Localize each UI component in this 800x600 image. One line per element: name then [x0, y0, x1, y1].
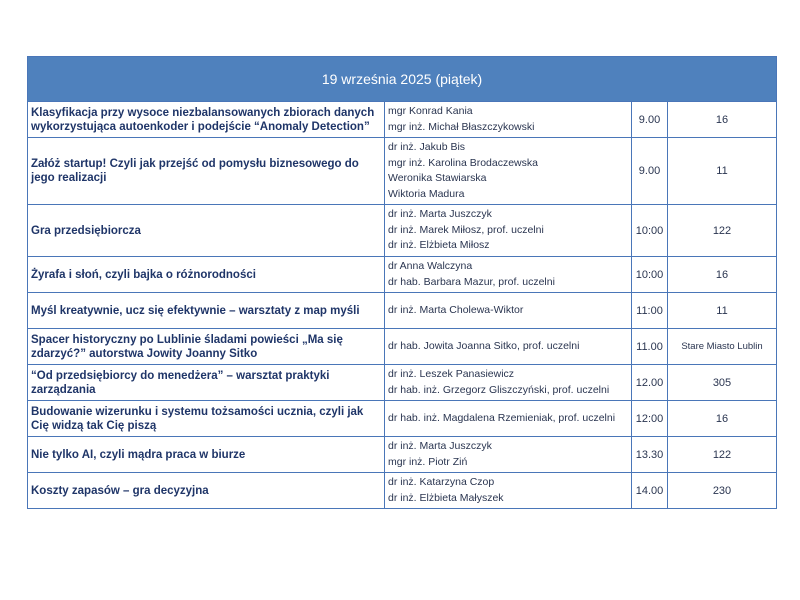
person-name: mgr inż. Piotr Ziń: [388, 455, 468, 468]
session-people: [385, 293, 632, 329]
person-name: dr Anna Walczyna: [388, 260, 473, 272]
schedule-date-header: 19 września 2025 (piątek): [28, 57, 777, 102]
session-people: [385, 437, 632, 473]
session-room: 305: [668, 365, 777, 401]
person-name: dr hab. Jowita Joanna Sitko, prof. uczelni: [388, 339, 580, 352]
table-row: [28, 257, 777, 293]
table-row: [28, 205, 777, 257]
person-name: dr hab. inż. Magdalena Rzemieniak, prof. uczelni: [388, 411, 616, 424]
person-name: dr inż. Katarzyna Czop: [388, 476, 495, 488]
session-time: 12:00: [632, 401, 668, 437]
session-time: 9.00: [632, 138, 668, 205]
person-name: dr inż. Marta Juszczyk: [388, 440, 492, 452]
person-name: dr inż. Marta Juszczyk: [388, 208, 492, 221]
person-name: dr hab. inż. Grzegorz Gliszczyński, prof. uczelni: [388, 383, 610, 396]
session-room: 122: [668, 205, 777, 257]
person-name: mgr inż. Karolina Brodaczewska: [388, 156, 538, 169]
table-row: [28, 329, 777, 365]
session-room: 122: [668, 437, 777, 473]
person-name: dr inż. Elżbieta Miłosz: [388, 239, 490, 252]
session-title: “Od przedsiębiorcy do menedżera” – warsztat praktyki zarządzania: [28, 365, 385, 401]
session-title: Nie tylko AI, czyli mądra praca w biurze: [28, 437, 385, 473]
person-name: dr inż. Marek Miłosz, prof. uczelni: [388, 223, 544, 236]
session-time: 14.00: [632, 473, 668, 509]
person-name: mgr inż. Michał Błaszczykowski: [388, 120, 535, 133]
person-name: dr inż. Jakub Bis: [388, 141, 466, 153]
schedule-table: [27, 56, 777, 509]
session-people: [385, 138, 632, 205]
session-title: Gra przedsiębiorcza: [28, 205, 385, 257]
session-title: Klasyfikacja przy wysoce niezbalansowanych zbiorach danych wykorzystująca autoenkoder i podejście “Anomaly Detection”: [28, 102, 385, 138]
session-time: 10:00: [632, 205, 668, 257]
session-time: 13.30: [632, 437, 668, 473]
session-room: 11: [668, 293, 777, 329]
person-name: dr inż. Leszek Panasiewicz: [388, 368, 515, 380]
session-time: 12.00: [632, 365, 668, 401]
session-title: Spacer historyczny po Lublinie śladami powieści „Ma się zdarzyć?” autorstwa Jowity Joanny Sitko: [28, 329, 385, 365]
person-name: mgr Konrad Kania: [388, 105, 473, 117]
person-name: Weronika Stawiarska: [388, 172, 487, 184]
table-row: [28, 293, 777, 329]
session-title: Żyrafa i słoń, czyli bajka o różnorodności: [28, 257, 385, 293]
session-title: Myśl kreatywnie, ucz się efektywnie – warsztaty z map myśli: [28, 293, 385, 329]
session-people: [385, 329, 632, 365]
session-people: [385, 205, 632, 257]
header-row: [28, 57, 777, 102]
session-people: [385, 102, 632, 138]
session-people: [385, 401, 632, 437]
person-name: Wiktoria Madura: [388, 187, 465, 200]
session-time: 10:00: [632, 257, 668, 293]
table-row: [28, 473, 777, 509]
table-row: [28, 437, 777, 473]
table-row: [28, 138, 777, 205]
session-people: [385, 365, 632, 401]
session-people: [385, 473, 632, 509]
session-title: Załóż startup! Czyli jak przejść od pomysłu biznesowego do jego realizacji: [28, 138, 385, 205]
session-time: 11.00: [632, 329, 668, 365]
table-row: [28, 401, 777, 437]
session-room: 230: [668, 473, 777, 509]
person-name: dr inż. Elżbieta Małyszek: [388, 491, 504, 504]
session-people: [385, 257, 632, 293]
session-room: Stare Miasto Lublin: [668, 329, 777, 365]
person-name: dr hab. Barbara Mazur, prof. uczelni: [388, 275, 555, 288]
schedule-body: [28, 102, 777, 509]
session-room: 16: [668, 102, 777, 138]
table-row: [28, 365, 777, 401]
session-room: 16: [668, 257, 777, 293]
session-time: 11:00: [632, 293, 668, 329]
session-room: 16: [668, 401, 777, 437]
session-room: 11: [668, 138, 777, 205]
session-time: 9.00: [632, 102, 668, 138]
person-name: dr inż. Marta Cholewa-Wiktor: [388, 303, 524, 316]
session-title: Koszty zapasów – gra decyzyjna: [28, 473, 385, 509]
session-title: Budowanie wizerunku i systemu tożsamości ucznia, czyli jak Cię widzą tak Cię piszą: [28, 401, 385, 437]
table-row: [28, 102, 777, 138]
